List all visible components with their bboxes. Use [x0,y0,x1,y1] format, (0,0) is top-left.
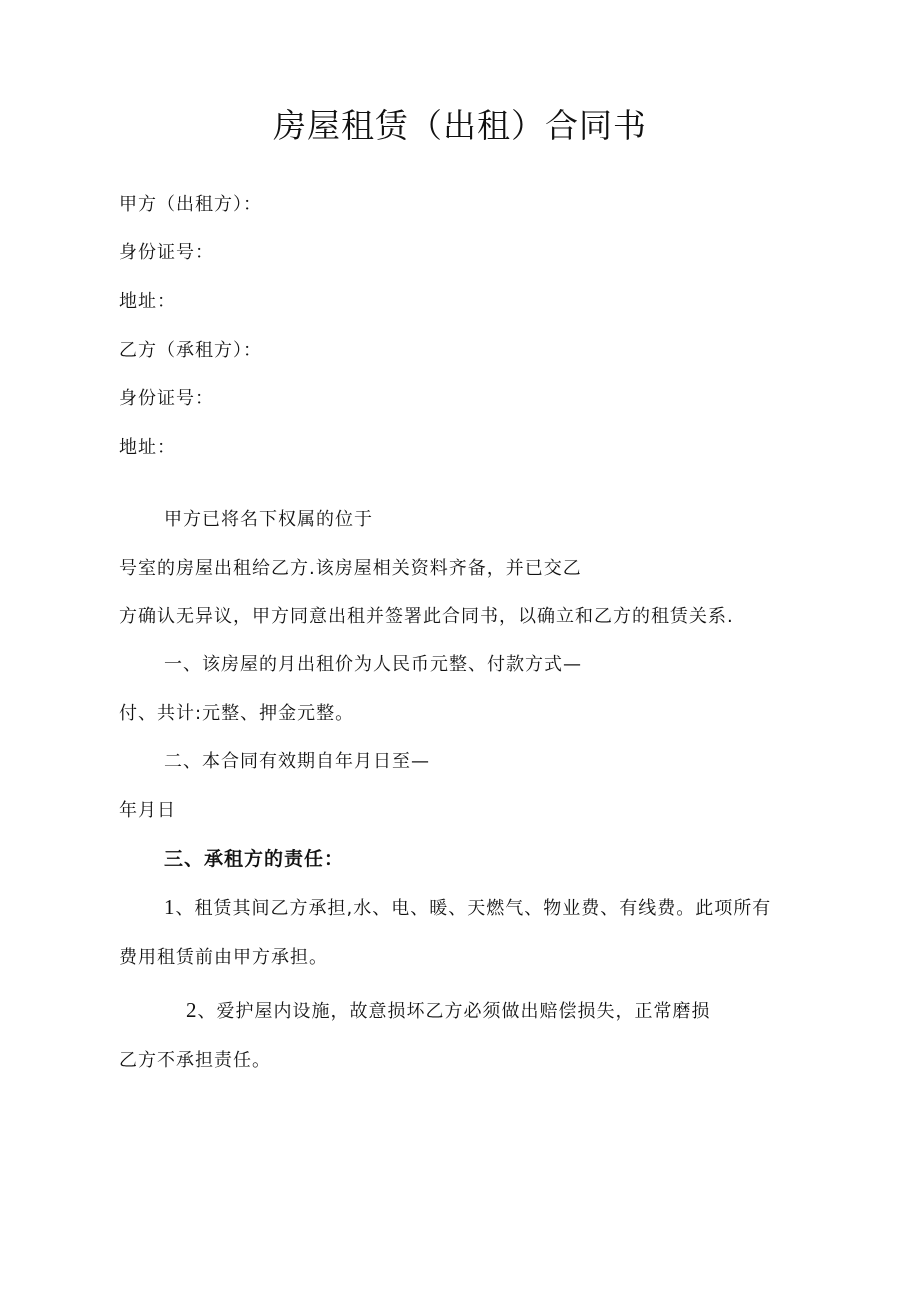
party-a-address-label: 地址： [119,291,176,312]
item-2-text: 、爱护屋内设施，故意损坏乙方必须做出赔偿损失，正常磨损 [197,1001,711,1022]
intro-line-1: 甲方已将名下权属的位于 [164,509,373,530]
clause-2-line-1: 二、本合同有效期自年月日至— [164,751,430,772]
party-a-label: 甲方（出租方）： [119,194,262,215]
item-2-line-1 [186,997,711,1023]
clause-2-line-2: 年月日 [119,800,176,821]
party-b-address-label: 地址： [119,437,176,458]
item-1-number: 1 [164,895,176,919]
item-2-line-2: 乙方不承担责任。 [119,1050,271,1071]
intro-line-3: 方确认无异议，甲方同意出租并签署此合同书，以确立和乙方的租赁关系. [119,606,734,627]
intro-line-2: 号室的房屋出租给乙方.该房屋相关资料齐备，并已交乙 [119,558,582,579]
clause-1-line-2: 付、共计:元整、押金元整。 [119,703,355,724]
item-1-line-2: 费用租赁前由甲方承担。 [119,947,328,968]
document-title: 房屋租赁（出租）合同书 [273,106,647,145]
party-b-label: 乙方（承租方）： [119,340,262,361]
party-a-id-label: 身份证号： [119,242,214,263]
item-1-text: 、租赁其间乙方承担,水、电、暖、天燃气、物业费、有线费。此项所有 [175,898,772,919]
party-b-id-label: 身份证号： [119,388,214,409]
clause-3-heading: 三、承租方的责任： [164,848,345,870]
clause-1-line-1: 一、该房屋的月出租价为人民币元整、付款方式— [164,654,582,675]
item-1-line-1 [164,894,771,920]
item-2-number: 2 [186,998,198,1022]
